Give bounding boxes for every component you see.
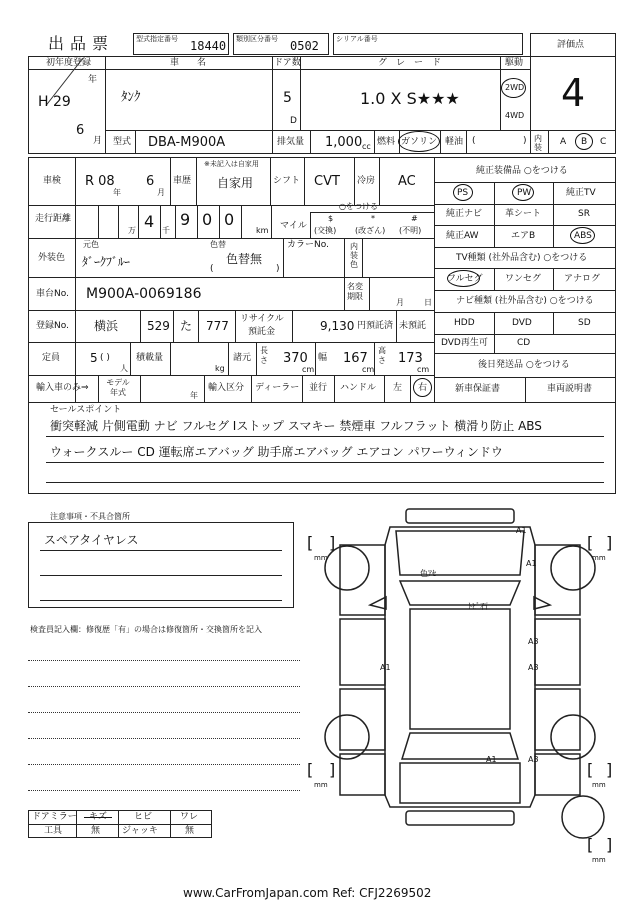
mark-rear-hatch: A1 [486, 755, 497, 764]
color-change: 色替無 [226, 252, 263, 266]
left-mirror [370, 597, 386, 609]
exchange-label: (交換) [314, 226, 337, 235]
wheel-rear-left [325, 715, 369, 759]
shift-label: シフト [273, 176, 301, 186]
displacement-label: 排気量 [277, 137, 305, 147]
sales-line-1: 衝突軽減 片側電動 ナビ フルセグ Iストップ スマキー 禁煙車 フルフラット 横滑り防止 ABS [50, 419, 542, 433]
mark-front-bumper: A1 [516, 526, 527, 535]
unknown-symbol: # [411, 214, 418, 223]
handle-label: ハンドル [340, 383, 377, 393]
first-reg-month: 6 [76, 123, 85, 138]
recycle-unit: 円預託済 [357, 321, 394, 331]
tread-bracket-rl-open: [ [307, 760, 314, 779]
registration-label: 登録No. [36, 321, 69, 331]
mark-right-fender: A1 [526, 559, 537, 568]
doors-label: ドア数 [274, 58, 301, 68]
shift-value: CVT [314, 174, 340, 189]
windshield [400, 581, 520, 605]
wheel-front-left [325, 546, 369, 590]
period-day: 日 [424, 298, 432, 307]
color-change-label: 色替 [210, 240, 226, 249]
equip-ps: PS [457, 188, 469, 198]
handle-right-circle [413, 378, 432, 397]
fuel-label: 燃料 [377, 137, 396, 147]
tread-bracket-spare-close: ] [606, 835, 613, 854]
serial-label: シリアル番号 [336, 35, 378, 43]
model-value: DBA-M900A [148, 135, 226, 150]
shaken-label: 車検 [43, 176, 62, 186]
grade-value: 1.0 X S★★★ [360, 89, 460, 108]
equip-abs: ABS [574, 231, 592, 241]
height-label: 高さ [378, 346, 386, 365]
import-dealer: ディーラー [255, 383, 300, 393]
equip-tv: 純正TV [566, 188, 596, 198]
interior-a: A [560, 137, 567, 147]
rear-hatch [400, 763, 520, 803]
altered-symbol: * [371, 214, 375, 223]
category-label: 類別区分番号 [236, 35, 278, 43]
mark-right-rear-door: A3 [528, 663, 539, 672]
color-paren-close: ) [276, 264, 280, 274]
tools-value: 無 [91, 826, 101, 836]
tread-rl-mm: mm [314, 781, 328, 789]
spare-wheel [562, 796, 604, 838]
tv-title: TV種類 (社外品含む) ○をつける [456, 253, 588, 263]
recycle-amount: 9,130 [320, 319, 355, 333]
tread-bracket-fr-close: ] [606, 533, 613, 552]
drive-2wd: 2WD [505, 83, 525, 92]
import-parallel: 並行 [309, 383, 328, 393]
load-label: 積載量 [136, 353, 164, 363]
load-kg: kg [215, 364, 225, 373]
category-number: 0502 [290, 39, 319, 53]
grade-label: グ レ ー ド [378, 58, 442, 68]
equip-pw-circle [512, 184, 534, 201]
mileage-digit-3: 0 [202, 210, 213, 229]
car-diagram [300, 505, 620, 875]
mark-right-front-door: A3 [528, 637, 539, 646]
mileage-sen: 千 [162, 226, 170, 235]
drive-label: 駆動 [505, 58, 524, 68]
tv-analog: アナログ [564, 274, 601, 284]
tread-bracket-fr-open: [ [587, 533, 594, 552]
left-rear-door [340, 689, 385, 750]
first-reg-year: H 29 [38, 94, 71, 110]
tread-bracket-rr-close: ] [606, 760, 613, 779]
orig-color: ﾀﾞｰｸﾌﾞﾙｰ [82, 255, 131, 269]
width-value: 167 [343, 351, 368, 366]
mark-windshield-chip: ﾄﾋﾞ石 [468, 602, 488, 611]
first-reg-label: 初年度登録 [46, 58, 92, 68]
tread-bracket-spare-open: [ [587, 835, 594, 854]
mileage-circle-note: ○をつける [339, 202, 378, 211]
right-rear-door [535, 689, 580, 750]
notes-label: 注意事項・不具合箇所 [50, 512, 130, 521]
tread-bracket-fl-open: [ [307, 533, 314, 552]
mileage-digit-1: 4 [144, 212, 155, 231]
model-year-label: モデル年式 [106, 378, 130, 397]
left-rear-fender [340, 754, 385, 795]
tread-bracket-fl-close: ] [329, 533, 336, 552]
mark-left-rear: A1 [380, 663, 391, 672]
model-label: 型式 [113, 137, 132, 147]
equip-abs-circle [570, 227, 595, 244]
recycle-label-2: 預託金 [248, 327, 276, 337]
handle-left: 左 [393, 383, 403, 393]
tread-bracket-rl-close: ] [329, 760, 336, 779]
sales-line-2: ウォークスルー CD 運転席エアバッグ 助手席エアバッグ エアコン パワーウィンドウ [50, 445, 503, 459]
period-month: 月 [396, 298, 404, 307]
jack-label: ジャッキ [122, 826, 158, 836]
mirror-header-2: キズ [89, 812, 107, 822]
model-designation: 18440 [190, 39, 227, 53]
equip-pw: PW [517, 188, 532, 198]
nav-hdd: HDD [454, 318, 475, 328]
dims-label: 諸元 [233, 353, 252, 363]
reg-number: 777 [206, 319, 229, 333]
mark-rear-right: A3 [528, 755, 539, 764]
height-value: 173 [398, 351, 423, 366]
ac-label: 冷房 [357, 176, 376, 186]
mileage-man: 万 [128, 226, 136, 235]
mileage-km: km [256, 226, 269, 235]
fuel-paren-close: ) [523, 136, 527, 146]
left-front-door [340, 619, 385, 685]
handle-right: 右 [418, 383, 428, 393]
front-bumper [406, 509, 514, 523]
interior-label: 内装 [534, 134, 542, 152]
right-front-door [535, 619, 580, 685]
reg-city: 横浜 [94, 319, 119, 333]
shaken-month: 6 [146, 174, 155, 189]
hood [396, 531, 524, 575]
exchange-symbol: $ [328, 214, 334, 223]
dvd-cd: CD [517, 338, 531, 348]
right-front-fender [535, 545, 580, 615]
tv-fullseg: フルセグ [447, 274, 483, 284]
length-value: 370 [283, 351, 308, 366]
nav-dvd: DVD [512, 318, 532, 328]
equip-leather: 革シート [505, 209, 542, 219]
recycle-unpaid: 未預託 [399, 321, 427, 331]
tread-spare-mm: mm [592, 856, 606, 864]
exterior-color-label: 外装色 [38, 253, 66, 263]
mirror-header-3: ヒビ [134, 812, 153, 822]
reg-kana: た [180, 319, 193, 333]
capacity-value: 5 [90, 351, 98, 365]
grade-score-label: 評価点 [557, 40, 585, 50]
mirror-header-4: ワレ [180, 812, 199, 822]
import-year-unit: 年 [190, 391, 198, 400]
docs-warranty: 新車保証書 [455, 384, 501, 394]
interior-c: C [600, 137, 607, 147]
rear-bumper [406, 811, 514, 825]
rear-window [402, 733, 518, 759]
tread-fr-mm: mm [592, 554, 606, 562]
capacity-paren: ( ) [100, 353, 110, 363]
length-label: 長さ [260, 346, 268, 365]
tread-rr-mm: mm [592, 781, 606, 789]
tools-label: 工具 [44, 826, 63, 836]
history-label: 車歴 [173, 176, 192, 186]
equip-ps-circle [453, 184, 473, 201]
footer-reference: www.CarFromJapan.com Ref: CFJ2269502 [183, 886, 432, 900]
body-outline [385, 527, 535, 807]
nav-sd: SD [578, 318, 591, 328]
mirror-header-1: ドアミラー [32, 812, 77, 822]
right-mirror [534, 597, 550, 609]
car-name-label: 車 名 [170, 58, 207, 68]
model-designation-label: 型式指定番号 [136, 35, 178, 43]
width-cm: cm [362, 365, 375, 374]
equip-airbag: エアB [511, 231, 536, 241]
mileage-label: 走行距離 [35, 214, 72, 224]
grade-score: 4 [561, 71, 586, 115]
interior-color-label: 内装色 [350, 242, 358, 269]
chassis-label: 車台No. [36, 289, 69, 299]
fuel-gasoline: ガソリン [401, 137, 438, 147]
wheel-front-right [551, 546, 595, 590]
orig-color-label: 元色 [83, 240, 99, 249]
year-unit: 年 [88, 75, 98, 85]
height-cm: cm [417, 365, 430, 374]
right-rear-fender [535, 754, 580, 795]
tread-bracket-rr-open: [ [587, 760, 594, 779]
shaken-year-unit: 年 [113, 188, 121, 197]
nav-title: ナビ種類 (社外品含む) ○をつける [456, 296, 594, 306]
car-name: ﾀﾝｸ [121, 90, 141, 105]
import-label: 輸入車のみ⇒ [36, 383, 89, 393]
docs-title: 後日発送品 ○をつける [478, 360, 570, 370]
chassis-number: M900A-0069186 [86, 286, 202, 302]
fuel-paren-open: ( [472, 136, 476, 146]
jack-value: 無 [185, 826, 195, 836]
displacement-value: 1,000 [325, 135, 363, 150]
fuel-circle [398, 131, 440, 152]
notes-line-1: スペアタイヤレス [44, 533, 139, 547]
roof [410, 609, 510, 729]
doors-value: 5 [283, 90, 292, 106]
interior-b-circle [575, 133, 593, 150]
dvd-play-label: DVD再生可 [441, 338, 488, 348]
cc-unit: cc [362, 142, 371, 151]
recycle-label-1: リサイクル [240, 314, 284, 324]
drive-4wd: 4WD [505, 111, 525, 120]
color-no-label: カラーNo. [287, 240, 329, 250]
tread-fl-mm: mm [314, 554, 328, 562]
docs-manual: 車両説明書 [547, 384, 593, 394]
shaken-value: R 08 [85, 174, 115, 189]
equipment-title: 純正装備品 ○をつける [476, 166, 568, 176]
equip-nav: 純正ナビ [446, 209, 483, 219]
left-front-fender [340, 545, 385, 615]
drive-2wd-circle [501, 78, 526, 98]
interior-b: B [581, 137, 588, 147]
inspector-label: 検査員記入欄：修復歴「有」の場合は修復箇所・交換箇所を記入 [30, 625, 262, 634]
length-cm: cm [302, 365, 315, 374]
mileage-digit-2: 9 [180, 210, 191, 229]
mark-hood-fade: 色ｱｾ [420, 569, 436, 578]
mileage-mile: マイル [280, 221, 307, 231]
ac-value: AC [398, 174, 416, 189]
mileage-digit-4: 0 [224, 210, 235, 229]
history-value: 自家用 [217, 176, 254, 190]
shaken-month-unit: 月 [157, 188, 165, 197]
reg-class: 529 [147, 319, 170, 333]
door-type: D [290, 116, 297, 126]
sales-label: セールスポイント [50, 405, 122, 415]
altered-label: (改ざん) [355, 226, 386, 235]
sheet-title: 出品票 [48, 34, 115, 53]
history-note: ※未記入は自家用 [204, 160, 259, 168]
tv-fullseg-circle [447, 270, 480, 287]
color-paren-open: ( [210, 264, 214, 274]
width-label: 幅 [318, 353, 328, 363]
mirror-strike [84, 817, 112, 818]
capacity-unit: 人 [120, 364, 128, 373]
capacity-label: 定員 [42, 353, 61, 363]
tv-oneseg: ワンセグ [505, 274, 542, 284]
import-class-label: 輸入区分 [208, 383, 245, 393]
month-unit: 月 [93, 136, 103, 146]
equip-aw: 純正AW [446, 231, 479, 241]
unknown-label: (不明) [399, 226, 422, 235]
fuel-light-oil: 軽油 [445, 137, 464, 147]
equip-sr: SR [578, 209, 590, 219]
wheel-rear-right [551, 715, 595, 759]
rename-period-label: 名変期限 [347, 282, 363, 301]
